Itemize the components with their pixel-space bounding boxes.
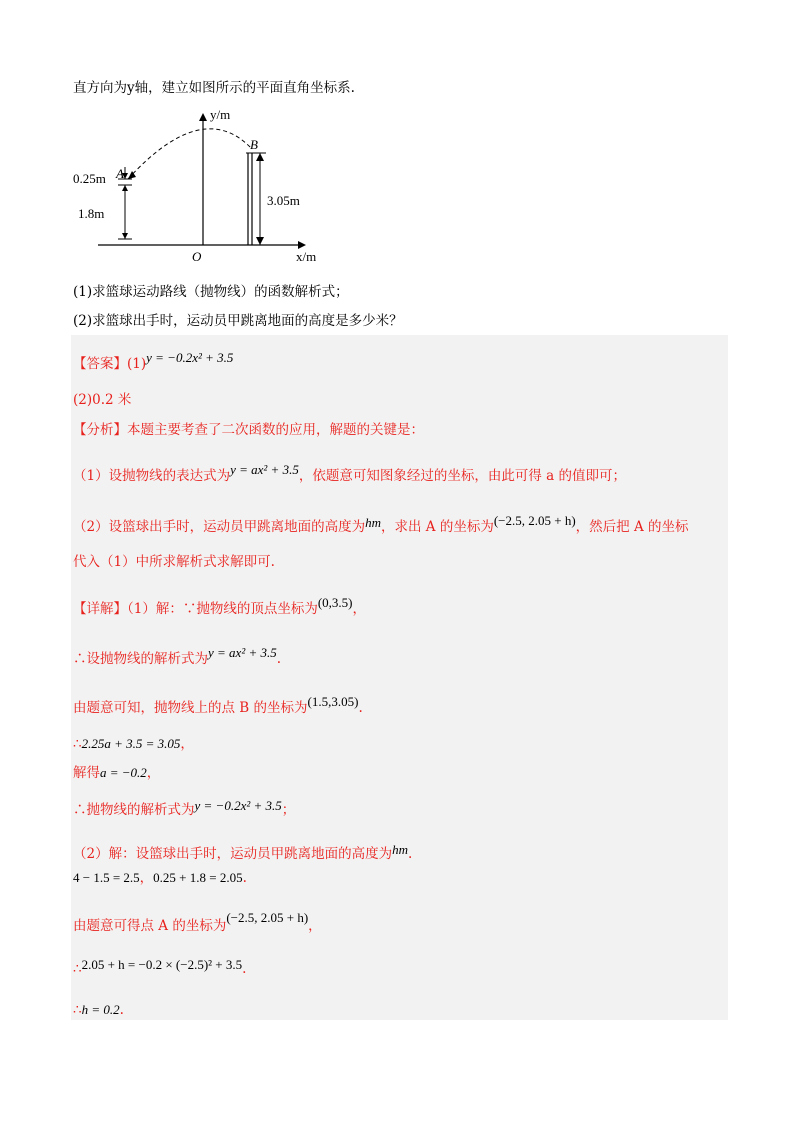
detail-line-6: ∴抛物线的解析式为y = −0.2x² + 3.5； xyxy=(73,798,296,818)
analysis-step1-formula: y = ax² + 3.5 xyxy=(230,462,299,477)
detail-line-11: ∴h = 0.2. xyxy=(73,1002,124,1018)
analysis-intro: 【分析】本题主要考查了二次函数的应用，解题的关键是： xyxy=(73,422,424,438)
detail-line-4: ∴2.25a + 3.5 = 3.05， xyxy=(73,736,194,752)
analysis-h: hm xyxy=(365,515,381,530)
answer-line-2: (2)0.2 米 xyxy=(73,392,132,408)
x-axis-label: x/m xyxy=(296,249,317,264)
detail-tag: 【详解】 xyxy=(73,601,127,617)
origin-label: O xyxy=(192,249,202,264)
intro-text: 直方向为y轴，建立如图所示的平面直角坐标系. xyxy=(73,80,355,96)
detail-line-1: 【详解】（1）解：∵抛物线的顶点坐标为(0,3.5)， xyxy=(73,595,367,617)
answer-tag: 【答案】 xyxy=(73,356,127,372)
y-axis-arrow xyxy=(199,113,207,121)
answer-line-1 xyxy=(73,348,233,374)
answer-part1-formula: y = −0.2x² + 3.5 xyxy=(146,350,234,365)
parabola-path xyxy=(128,129,252,179)
question-2: (2)求篮球出手时，运动员甲跳离地面的高度是多少米？ xyxy=(73,313,403,329)
analysis-step2: （2）设篮球出手时，运动员甲跳离地面的高度为hm，求出 A 的坐标为(−2.5, 2.05 + h)，然后把 A 的坐标 xyxy=(73,513,689,535)
detail-line-5: 解得a = −0.2， xyxy=(73,765,161,781)
detail-line-3: 由题意可知，抛物线上的点 B 的坐标为(1.5,3.05). xyxy=(73,694,363,716)
label-305: 3.05m xyxy=(267,193,300,208)
label-18: 1.8m xyxy=(78,206,105,221)
detail-line-8: 4 − 1.5 = 2.5，0.25 + 1.8 = 2.05. xyxy=(73,870,247,886)
point-a-label: A xyxy=(116,166,124,181)
analysis-step1: （1）设抛物线的表达式为y = ax² + 3.5，依题意可知图象经过的坐标，由此可得 a 的值即可； xyxy=(73,462,626,484)
label-025: 0.25m xyxy=(73,171,106,186)
x-axis-arrow xyxy=(298,241,306,249)
analysis-tag: 【分析】 xyxy=(73,422,127,438)
answer-part1-prefix: (1) xyxy=(127,356,147,372)
question-1: (1)求篮球运动路线（抛物线）的函数解析式； xyxy=(73,284,349,300)
point-b-label: B xyxy=(250,137,258,152)
detail-line-9: 由题意可得点 A 的坐标为(−2.5, 2.05 + h)， xyxy=(73,910,322,934)
analysis-step2-cont: 代入（1）中所求解析式求解即可. xyxy=(73,554,275,570)
detail-line-2: ∴设抛物线的解析式为y = ax² + 3.5. xyxy=(73,645,282,667)
detail-line-7: （2）解：设篮球出手时，运动员甲跳离地面的高度为hm. xyxy=(73,842,413,862)
y-axis-label: y/m xyxy=(210,107,231,122)
detail-line-10: ∴2.05 + h = −0.2 × (−2.5)² + 3.5. xyxy=(73,957,247,977)
coordinate-figure xyxy=(70,105,320,265)
analysis-coord: (−2.5, 2.05 + h) xyxy=(493,513,576,528)
